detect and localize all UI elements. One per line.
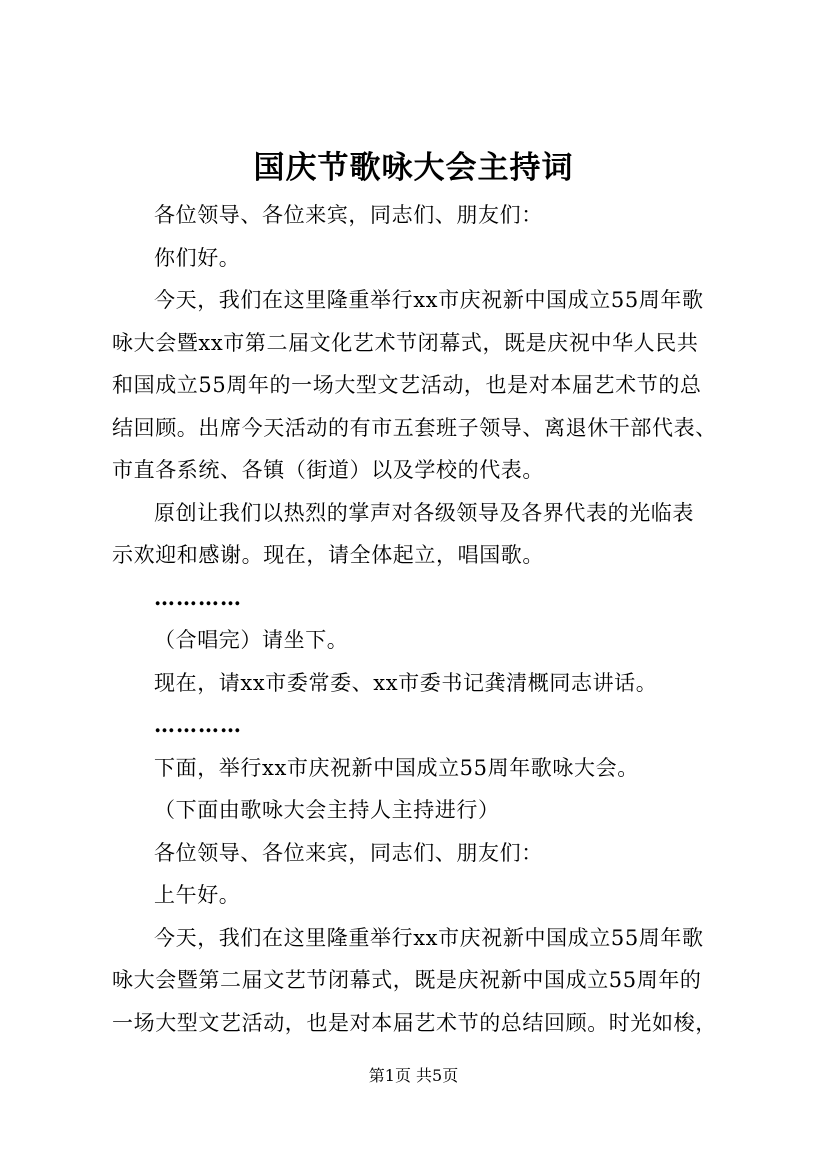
paragraph-line: 市直各系统、各镇（街道）以及学校的代表。 (112, 458, 544, 482)
paragraph-line: 原创让我们以热烈的掌声对各级领导及各界代表的光临表 (154, 500, 694, 525)
paragraph-line: 下面，举行xx市庆祝新中国成立55周年歌咏大会。 (154, 755, 639, 780)
paragraph-line: 你们好。 (154, 245, 241, 270)
paragraph-line: 一场大型文艺活动，也是对本届艺术节的总结回顾。时光如梭， (112, 1010, 717, 1035)
paragraph-line: 各位领导、各位来宾，同志们、朋友们： (154, 840, 543, 865)
document-body (112, 194, 742, 1044)
paragraph-line: （下面由歌咏大会主持人主持进行） (154, 798, 500, 822)
ellipsis-line: ………… (154, 584, 242, 610)
paragraph-line: 示欢迎和感谢。现在，请全体起立，唱国歌。 (112, 543, 544, 567)
paragraph-line: 今天，我们在这里隆重举行xx市庆祝新中国成立55周年歌 (154, 925, 704, 950)
document-title: 国庆节歌咏大会主持词 (253, 150, 574, 186)
page-footer: 第1页 共5页 (368, 1066, 459, 1085)
paragraph-line: （合唱完）请坐下。 (154, 628, 349, 652)
paragraph-line: 各位领导、各位来宾，同志们、朋友们： (154, 203, 543, 227)
paragraph-line: 今天，我们在这里隆重举行xx市庆祝新中国成立55周年歌 (154, 288, 704, 312)
paragraph-line: 现在，请xx市委常委、xx市委书记龚清概同志讲话。 (154, 670, 658, 695)
paragraph-line: 上午好。 (154, 883, 241, 907)
paragraph-line: 结回顾。出席今天活动的有市五套班子领导、离退休干部代表、 (112, 415, 717, 440)
paragraph-line: 咏大会暨xx市第二届文化艺术节闭幕式，既是庆祝中华人民共 (112, 330, 699, 355)
ellipsis-line: ………… (154, 712, 242, 737)
paragraph-line: 咏大会暨第二届文艺节闭幕式，既是庆祝新中国成立55周年的 (112, 968, 702, 992)
paragraph-line: 和国成立55周年的一场大型文艺活动，也是对本届艺术节的总 (112, 373, 702, 397)
